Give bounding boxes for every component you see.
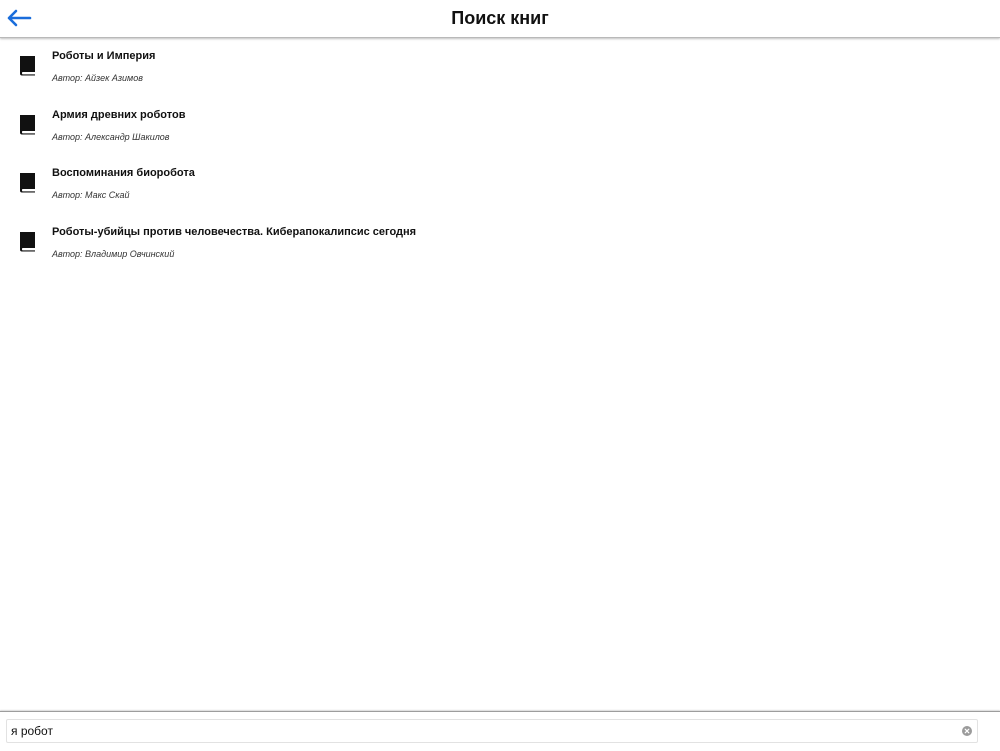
- book-icon: [19, 55, 36, 76]
- book-icon: [19, 172, 36, 193]
- book-title: Роботы и Империя: [52, 50, 156, 62]
- clear-button[interactable]: [962, 726, 972, 736]
- book-author: Автор: Владимир Овчинский: [52, 248, 175, 259]
- result-item[interactable]: [0, 38, 1000, 97]
- book-icon: [19, 114, 36, 135]
- book-title: Армия древних роботов: [52, 108, 186, 121]
- clear-circle-icon: [962, 726, 972, 736]
- search-input[interactable]: [11, 720, 951, 742]
- search-results-list: [0, 38, 1000, 272]
- book-author: Автор: Айзек Азимов: [52, 73, 143, 83]
- book-title: Роботы-убийцы против человечества. Киберапокалипсис сегодня: [52, 225, 417, 238]
- search-bar: [0, 711, 1000, 751]
- book-title: Воспоминания биоробота: [52, 167, 195, 179]
- result-item[interactable]: [0, 214, 1000, 273]
- book-author: Автор: Александр Шакилов: [52, 131, 170, 142]
- result-item[interactable]: [0, 155, 1000, 214]
- book-icon: [19, 231, 36, 252]
- page-title: Поиск книг: [451, 8, 549, 28]
- top-bar: [0, 0, 1000, 38]
- book-author: Автор: Макс Скай: [52, 190, 130, 200]
- result-item[interactable]: [0, 97, 1000, 156]
- search-box: [6, 719, 978, 743]
